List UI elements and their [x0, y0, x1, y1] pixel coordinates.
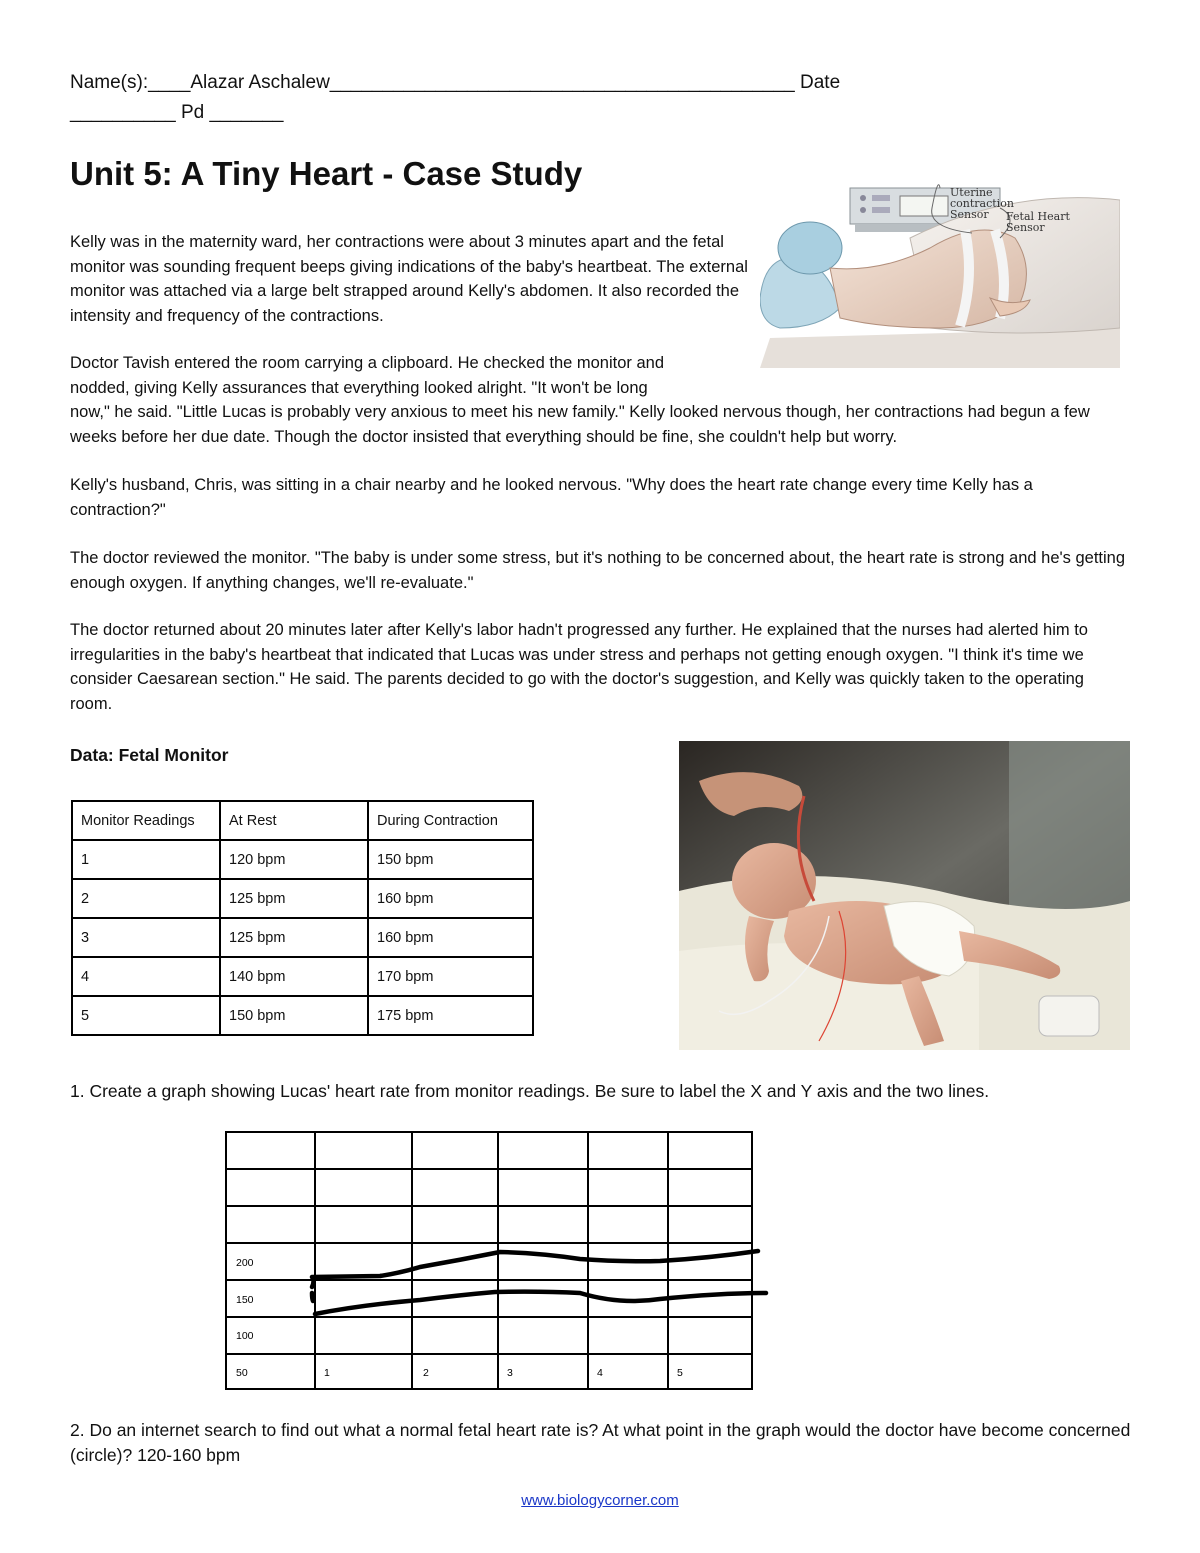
- table-cell: 170 bpm: [368, 957, 533, 996]
- header-at-rest: At Rest: [220, 801, 368, 840]
- table-cell: 120 bpm: [220, 840, 368, 879]
- rest-line: [312, 1292, 766, 1314]
- story-paragraph-1: Kelly was in the maternity ward, her contractions were about 3 minutes apart and the fetal monitor was sounding frequent beeps giving indications of the baby's heartbeat. The external monitor was attached via a large belt strapped around Kelly's abdomen. It also recorded the intensity and frequency of the contractions.: [70, 233, 748, 325]
- table-row: [72, 879, 533, 918]
- question-2: 2. Do an internet search to find out what a normal fetal heart rate is? At what point in the graph would the doctor have become concerned (circle)? 120-160 bpm: [70, 1420, 1131, 1465]
- fetal-monitor-table: [71, 800, 534, 1036]
- table-cell: 3: [72, 918, 220, 957]
- y-label-50: 50: [236, 1367, 248, 1379]
- story-paragraph-2-end: now," he said. "Little Lucas is probably very anxious to meet his new family." Kelly looked nervous though, her contractions had begun a few weeks before her due date. Though the doctor insisted that everything should be fine, she couldn't help but worry.: [70, 403, 1090, 446]
- x-label-3: 3: [507, 1367, 513, 1379]
- table-header-row: [72, 801, 533, 840]
- table-row: [72, 918, 533, 957]
- table-cell: 175 bpm: [368, 996, 533, 1035]
- heart-rate-graph: [220, 1125, 780, 1395]
- fetal-heart-label: Fetal Heart: [1006, 210, 1070, 223]
- fetal-monitor-illustration: [760, 178, 1120, 368]
- biologycorner-link[interactable]: www.biologycorner.com: [521, 1492, 679, 1509]
- table-cell: 150 bpm: [368, 840, 533, 879]
- table-cell: 140 bpm: [220, 957, 368, 996]
- table-cell: 2: [72, 879, 220, 918]
- story-paragraph-2: [70, 351, 1140, 449]
- table-row: [72, 840, 533, 879]
- story-paragraph-2-start: Doctor Tavish entered the room carrying a clipboard. He checked the monitor and nodded, giving Kelly assurances that everything looked alright. "It won't be long: [70, 354, 665, 397]
- uterine-label: Uterine: [950, 186, 993, 199]
- x-label-5: 5: [677, 1367, 683, 1379]
- story-paragraph-3: Kelly's husband, Chris, was sitting in a chair nearby and he looked nervous. "Why does the heart rate change every time Kelly has a contraction?": [70, 476, 1033, 519]
- story-paragraph-5: The doctor returned about 20 minutes later after Kelly's labor hadn't progressed any further. He explained that the nurses had alerted him to irregularities in the baby's heartbeat that indicated that Lucas was under stress and perhaps not getting enough oxygen. "I think it's time we consider Caesarean section." He said. The parents decided to go with the doctor's suggestion, and Kelly was quickly taken to the operating room.: [70, 621, 1088, 713]
- name-date-line: Name(s):____Alazar Aschalew____________________________________________ Date: [70, 72, 841, 93]
- x-label-4: 4: [597, 1367, 603, 1379]
- table-cell: 4: [72, 957, 220, 996]
- table-cell: 125 bpm: [220, 918, 368, 957]
- table-cell: 1: [72, 840, 220, 879]
- page-title: Unit 5: A Tiny Heart - Case Study: [70, 155, 583, 192]
- table-cell: 5: [72, 996, 220, 1035]
- sensor-label-1: Sensor: [950, 208, 989, 221]
- table-row: [72, 996, 533, 1035]
- footer: [0, 1492, 1200, 1509]
- period-line: __________ Pd _______: [70, 102, 284, 123]
- contraction-label: contraction: [950, 197, 1014, 210]
- data-heading: Data: Fetal Monitor: [70, 745, 229, 765]
- story-paragraph-4: The doctor reviewed the monitor. "The baby is under some stress, but it's nothing to be concerned about, the heart rate is strong and he's getting enough oxygen. If anything changes, we'll re-evaluate.": [70, 549, 1126, 592]
- table-row: [72, 957, 533, 996]
- header-during-contraction: During Contraction: [368, 801, 533, 840]
- question-1: 1. Create a graph showing Lucas' heart rate from monitor readings. Be sure to label the X and Y axis and the two lines.: [70, 1081, 990, 1101]
- x-label-2: 2: [423, 1367, 429, 1379]
- y-label-150: 150: [236, 1294, 254, 1306]
- y-label-100: 100: [236, 1330, 254, 1342]
- header-monitor-readings: Monitor Readings: [72, 801, 220, 840]
- table-cell: 160 bpm: [368, 918, 533, 957]
- newborn-photo: [679, 741, 1130, 1050]
- table-cell: 160 bpm: [368, 879, 533, 918]
- contraction-line: [312, 1251, 758, 1287]
- sensor-label-2: Sensor: [1006, 221, 1045, 234]
- table-cell: 125 bpm: [220, 879, 368, 918]
- x-label-1: 1: [324, 1367, 330, 1379]
- table-cell: 150 bpm: [220, 996, 368, 1035]
- y-label-200: 200: [236, 1257, 254, 1269]
